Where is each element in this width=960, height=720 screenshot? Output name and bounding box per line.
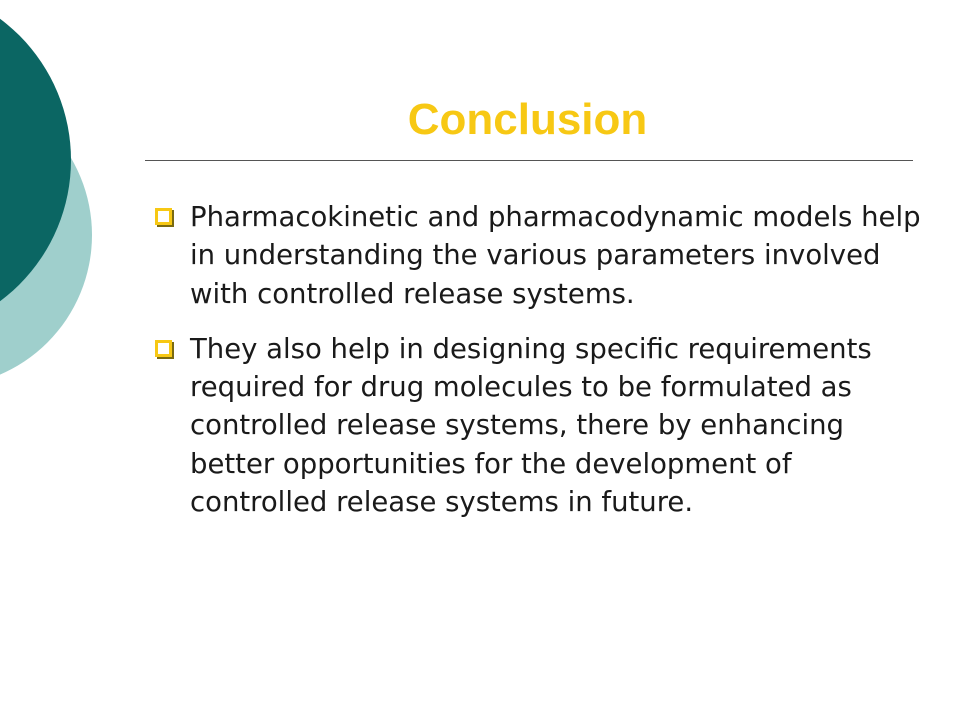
- bullet-item: [155, 198, 925, 313]
- bullet-item: [155, 330, 925, 521]
- bullet-text: They also help in designing specific requirements required for drug molecules to be formulated as controlled release systems, there by enhancing better opportunities for the development of controlled release systems in future.: [190, 332, 872, 519]
- decorative-circles: [0, 0, 120, 400]
- slide-title: Conclusion: [407, 95, 648, 144]
- title-divider: [145, 160, 913, 161]
- hollow-square-bullet-icon: [155, 340, 172, 357]
- hollow-square-bullet-icon: [155, 208, 172, 225]
- bullet-list: [155, 198, 925, 521]
- bullet-text: Pharmacokinetic and pharmacodynamic models help in understanding the various parameters involved with controlled release systems.: [190, 201, 921, 310]
